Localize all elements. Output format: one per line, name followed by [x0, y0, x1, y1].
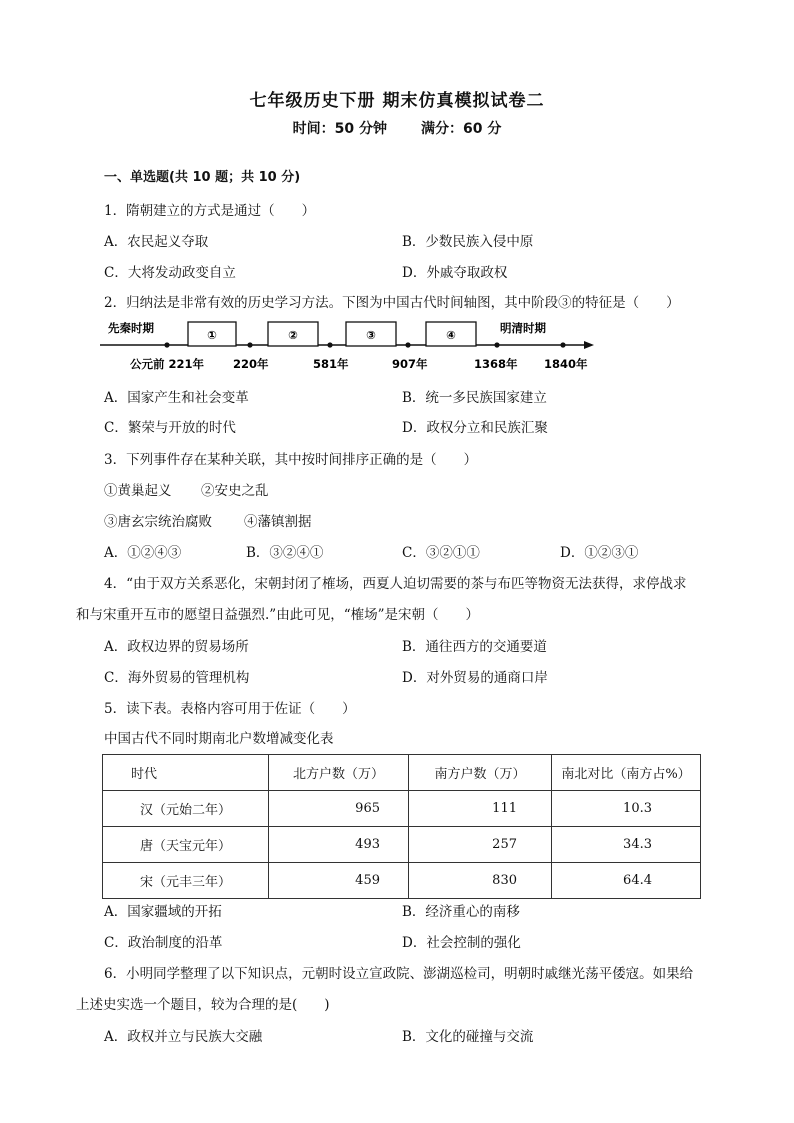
table-row: [103, 791, 701, 827]
exam-subtitle: [0, 118, 794, 138]
table-cell-south: 257: [409, 827, 552, 863]
q2-timeline-diagram: [100, 316, 600, 380]
timeline-tick-label-1: 公元前 221年: [130, 357, 205, 371]
q3-item-3: ③唐玄宗统治腐败: [104, 514, 212, 530]
timeline-box-1-label: ①: [207, 328, 217, 342]
q3-option-c: C．③②①①: [402, 545, 480, 561]
q2-option-b: B．统一多民族国家建立: [402, 390, 547, 406]
timeline-tick-1: [164, 342, 169, 347]
timeline-box-3-label: ③: [366, 328, 376, 342]
q5-option-b: B．经济重心的南移: [402, 904, 520, 920]
q2-option-d: D．政权分立和民族汇聚: [402, 420, 548, 436]
exam-time: 时间：50 分钟: [292, 121, 387, 137]
q5-option-a: A．国家疆域的开拓: [104, 904, 222, 920]
q1-option-b: B．少数民族入侵中原: [402, 234, 534, 250]
q1-stem: 1．隋朝建立的方式是通过（ ）: [104, 203, 316, 219]
q4-option-a: A．政权边界的贸易场所: [104, 639, 249, 655]
q4-stem-line2: 和与宋重开互市的愿望日益强烈.”由此可见，“榷场”是宋朝（ ）: [76, 607, 479, 623]
q2-option-c: C．繁荣与开放的时代: [104, 420, 236, 436]
table-cell-ratio: 10.3: [552, 791, 701, 827]
table-cell-ratio: 64.4: [552, 863, 701, 899]
table-header-south: 南方户数（万）: [409, 755, 552, 791]
table-cell-era: 汉（元始二年）: [103, 791, 269, 827]
table-row: [103, 827, 701, 863]
timeline-tick-label-5: 1368年: [474, 357, 518, 371]
q3-item-2: ②安史之乱: [201, 483, 269, 499]
timeline-tick-5: [494, 342, 499, 347]
q6-option-b: B．文化的碰撞与交流: [402, 1029, 534, 1045]
q1-option-c: C．大将发动政变自立: [104, 265, 236, 281]
q2-option-a: A．国家产生和社会变革: [104, 390, 249, 406]
exam-title: 七年级历史下册 期末仿真模拟试卷二: [249, 91, 545, 111]
timeline-tick-label-3: 581年: [313, 357, 349, 371]
table-cell-era: 唐（天宝元年）: [103, 827, 269, 863]
q5-option-c: C．政治制度的沿革: [104, 935, 223, 951]
table-cell-north: 459: [269, 863, 409, 899]
timeline-arrow-icon: [584, 341, 594, 349]
q3-option-b: B．③②④①: [246, 545, 324, 561]
q1-option-a: A．农民起义夺取: [104, 234, 209, 250]
q5-data-table: [102, 754, 701, 899]
q5-table-caption: 中国古代不同时期南北户数增减变化表: [104, 731, 334, 747]
table-header-era: 时代: [103, 755, 269, 791]
timeline-tick-label-2: 220年: [233, 357, 269, 371]
q4-option-d: D．对外贸易的通商口岸: [402, 670, 548, 686]
q3-option-a: A．①②④③: [104, 545, 182, 561]
section-heading: 一、单选题(共 10 题；共 10 分): [104, 170, 301, 185]
table-header-row: [103, 755, 701, 791]
q3-option-d: D．①②③①: [560, 545, 639, 561]
q5-stem: 5．读下表。表格内容可用于佐证（ ）: [104, 701, 356, 717]
q3-item-1: ①黄巢起义: [104, 483, 172, 499]
table-cell-north: 965: [269, 791, 409, 827]
timeline-left-label: 先秦时期: [108, 321, 154, 335]
timeline-box-2-label: ②: [288, 328, 298, 342]
table-header-north: 北方户数（万）: [269, 755, 409, 791]
timeline-tick-label-4: 907年: [392, 357, 428, 371]
table-cell-north: 493: [269, 827, 409, 863]
table-cell-south: 111: [409, 791, 552, 827]
timeline-tick-4: [405, 342, 410, 347]
table-header-ratio: 南北对比（南方占%）: [552, 755, 701, 791]
q3-stem: 3．下列事件存在某种关联，其中按时间排序正确的是（ ）: [104, 452, 478, 468]
q2-stem: 2．归纳法是非常有效的历史学习方法。下图为中国古代时间轴图，其中阶段③的特征是（ ）: [104, 295, 680, 311]
table-row: [103, 863, 701, 899]
q6-stem-line1: 6．小明同学整理了以下知识点，元朝时设立宣政院、澎湖巡检司，明朝时戚继光荡平倭寇。如果给: [104, 966, 694, 982]
timeline-box-4-label: ④: [446, 328, 456, 342]
timeline-tick-label-6: 1840年: [544, 357, 588, 371]
q3-item-4: ④藩镇割据: [244, 514, 312, 530]
q1-option-d: D．外戚夺取政权: [402, 265, 508, 281]
q5-option-d: D．社会控制的强化: [402, 935, 521, 951]
timeline-tick-2: [247, 342, 252, 347]
q6-stem-line2: 上述史实选一个题目，较为合理的是( ): [76, 997, 330, 1013]
table-cell-era: 宋（元丰三年）: [103, 863, 269, 899]
timeline-tick-6: [560, 342, 565, 347]
q4-option-b: B．通往西方的交通要道: [402, 639, 547, 655]
table-cell-ratio: 34.3: [552, 827, 701, 863]
q4-stem-line1: 4．“由于双方关系恶化，宋朝封闭了榷场，西夏人迫切需要的茶与布匹等物资无法获得，求停战求: [104, 576, 687, 592]
q6-option-a: A．政权并立与民族大交融: [104, 1029, 263, 1045]
q4-option-c: C．海外贸易的管理机构: [104, 670, 250, 686]
timeline-tick-3: [327, 342, 332, 347]
timeline-right-label: 明清时期: [500, 321, 546, 335]
exam-score: 满分：60 分: [421, 121, 502, 137]
table-cell-south: 830: [409, 863, 552, 899]
